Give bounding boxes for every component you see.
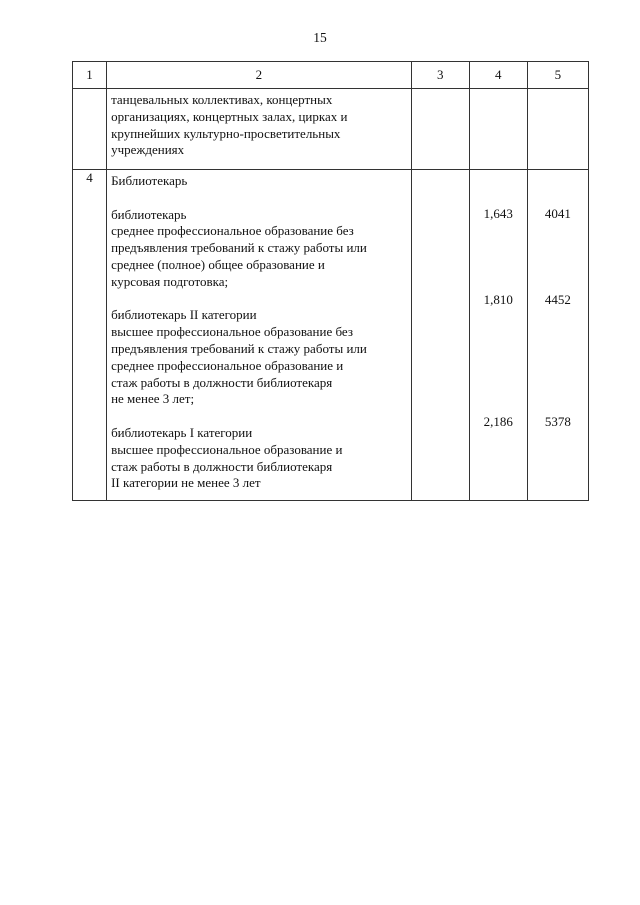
page-number: 15: [313, 30, 327, 45]
col4-cell: [469, 89, 527, 170]
description-cell: [107, 170, 412, 501]
text-line: высшее профессиональное образование без: [111, 324, 353, 340]
salary-table: [72, 61, 589, 501]
text-line: стаж работы в должности библиотекаря: [111, 374, 333, 390]
header-cell: 5: [527, 62, 588, 89]
salary-value: 4041: [544, 206, 571, 221]
row-number-cell: [73, 89, 107, 170]
text-line: стаж работы в должности библиотекаря: [111, 458, 333, 474]
col5-cell: [527, 170, 588, 501]
text-line: II категории не менее 3 лет: [111, 475, 261, 491]
text-line: среднее профессиональное образование без: [111, 223, 354, 239]
text-line: крупнейших культурно-просветительных: [111, 125, 341, 141]
coefficient-value: 1,643: [483, 206, 513, 221]
header-cell: 3: [411, 62, 469, 89]
salary-value: 5378: [544, 414, 571, 429]
table-row: [73, 170, 589, 501]
header-cell: 1: [73, 62, 107, 89]
table-row: [73, 89, 589, 170]
text-line: среднее профессиональное образование и: [111, 357, 344, 373]
coefficient-value: 2,186: [483, 414, 513, 429]
col5-cell: [527, 89, 588, 170]
text-line: библиотекарь II категории: [111, 307, 257, 323]
text-line: не менее 3 лет;: [111, 391, 195, 407]
position-title: Библиотекарь: [111, 173, 188, 188]
text-line: библиотекарь I категории: [111, 424, 253, 440]
text-line: танцевальных коллективах, концертных: [111, 92, 333, 107]
header-cell: 2: [107, 62, 412, 89]
text-line: организациях, концертных залах, цирках и: [111, 108, 348, 124]
text-line: высшее профессиональное образование и: [111, 441, 343, 457]
col3-cell: [411, 89, 469, 170]
header-cell: 4: [469, 62, 527, 89]
table-header-row: [73, 62, 589, 89]
col3-cell: [411, 170, 469, 501]
text-line: среднее (полное) общее образование и: [111, 256, 325, 272]
salary-value: 4452: [544, 292, 571, 307]
col4-cell: [469, 170, 527, 501]
row-number-cell: 4: [73, 170, 107, 501]
text-line: курсовая подготовка;: [111, 273, 229, 289]
text-line: предъявления требований к стажу работы или: [111, 240, 367, 256]
description-cell: [107, 89, 412, 170]
text-line: библиотекарь: [111, 206, 187, 222]
text-line: учреждениях: [111, 142, 185, 158]
coefficient-value: 1,810: [483, 292, 513, 307]
text-line: предъявления требований к стажу работы или: [111, 340, 367, 356]
